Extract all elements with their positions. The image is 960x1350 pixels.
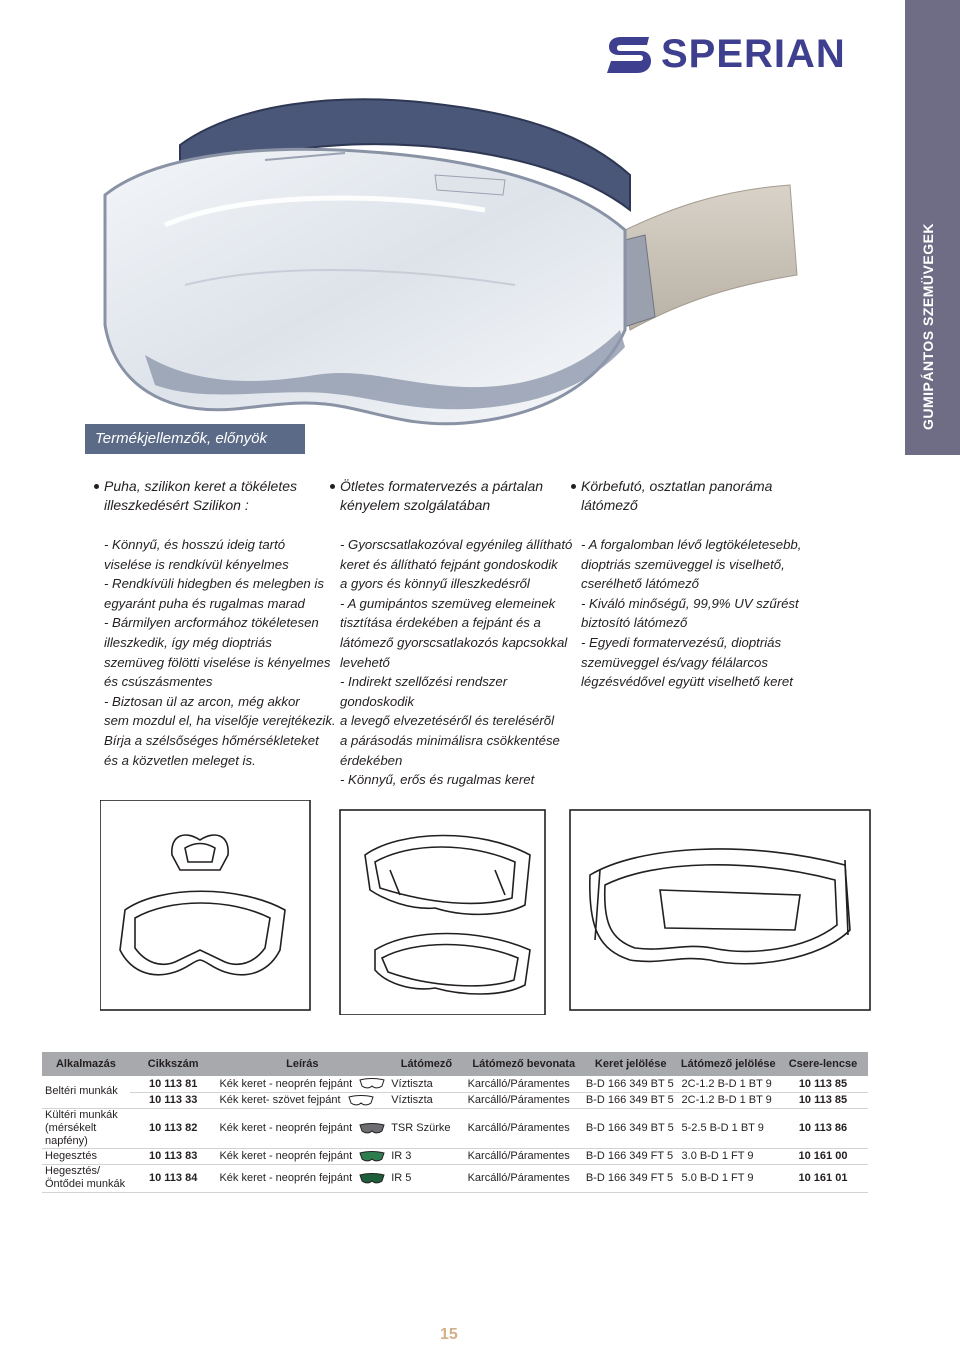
text-line: - Könnyű, erős és rugalmas keret <box>340 772 535 788</box>
cell-application: Hegesztés <box>42 1148 130 1164</box>
cell-frame-mark: B-D 166 349 BT 5 <box>583 1092 679 1108</box>
column-1-text <box>104 535 344 770</box>
text-line: illeszkedik, így még dioptriás <box>104 634 272 650</box>
text-line: cserélhető látómező <box>581 576 700 592</box>
column-3-heading-line-1: Körbefutó, osztatlan panoráma <box>581 478 773 494</box>
col-header: Alkalmazás <box>42 1052 130 1076</box>
cell-code: 10 113 81 <box>130 1076 217 1092</box>
col-header: Csere-lencse <box>778 1052 868 1076</box>
feature-banner: Termékjellemzők, előnyök <box>85 424 305 454</box>
column-1-heading <box>104 477 344 515</box>
cell-lens-mark: 3.0 B-D 1 FT 9 <box>679 1148 778 1164</box>
text-line: - A forgalomban lévő legtökéletesebb, <box>581 537 802 552</box>
description-text: Kék keret- szövet fejpánt <box>219 1094 341 1106</box>
spec-table <box>42 1052 868 1193</box>
cell-spare: 10 113 86 <box>778 1108 868 1148</box>
cell-coating: Karcálló/Páramentes <box>465 1092 583 1108</box>
text-line: egyaránt puha és rugalmas marad <box>104 595 305 611</box>
cell-spare: 10 161 00 <box>778 1148 868 1164</box>
cell-description <box>216 1164 388 1192</box>
text-line: és csúszásmentes <box>104 674 213 690</box>
text-line: - A gumipántos szemüveg elemeinek <box>340 595 556 611</box>
text-line: szemüveg fölötti viselése is kényelmes <box>104 654 331 670</box>
column-2-heading-line-2: kényelem szolgálatában <box>340 497 491 513</box>
technical-drawings <box>100 800 875 1015</box>
cell-lens-mark: 2C-1.2 B-D 1 BT 9 <box>679 1092 778 1108</box>
cell-coating: Karcálló/Páramentes <box>465 1108 583 1148</box>
cell-lens: TSR Szürke <box>388 1108 464 1148</box>
text-line: - Bármilyen arcformához tökéletesen <box>104 615 319 631</box>
drawing-frame-1 <box>100 800 310 1010</box>
description-text: Kék keret - neoprén fejpánt <box>219 1077 353 1090</box>
cell-frame-mark: B-D 166 349 BT 5 <box>583 1076 679 1092</box>
cell-frame-mark: B-D 166 349 FT 5 <box>583 1164 679 1192</box>
description-text: Kék keret - neoprén fejpánt <box>219 1172 353 1184</box>
cell-code: 10 113 84 <box>130 1164 217 1192</box>
text-line: a levegő elvezetéséről és terelésérõl <box>340 713 555 729</box>
page-number: 15 <box>440 1326 458 1343</box>
table-row <box>42 1164 868 1192</box>
cell-lens: IR 3 <box>388 1148 464 1164</box>
column-2-text <box>340 535 580 790</box>
column-2-heading-line-1: Ötletes formatervezés a pártalan <box>340 478 544 494</box>
sperian-s-icon <box>605 33 653 77</box>
column-2-heading <box>340 477 580 515</box>
cell-coating: Karcálló/Páramentes <box>465 1076 583 1092</box>
cell-lens: Víztiszta <box>388 1076 464 1092</box>
column-3-heading-line-2: látómező <box>581 497 638 513</box>
col-header: Látómező <box>388 1052 464 1076</box>
clear-lens-icon <box>348 1095 374 1106</box>
sperian-logo <box>605 32 885 77</box>
text-line: szemüveggel és/vagy félálarcos <box>581 654 768 670</box>
cell-description <box>216 1076 388 1092</box>
column-3-heading <box>581 477 821 515</box>
cell-lens: Víztiszta <box>388 1092 464 1108</box>
green-lens-icon <box>359 1151 385 1162</box>
text-line: tisztítása érdekében a fejpánt és a <box>340 615 541 631</box>
table-row <box>42 1108 868 1148</box>
text-line: - Biztosan ül az arcon, még akkor <box>104 693 300 709</box>
col-header: Leírás <box>216 1052 388 1076</box>
text-line: - Könnyű, és hosszú ideig tartó <box>104 537 286 552</box>
text-line: keret és állítható fejpánt gondoskodik <box>340 556 558 572</box>
cell-code: 10 113 82 <box>130 1108 217 1148</box>
cell-spare: 10 161 01 <box>778 1164 868 1192</box>
text-line: levehető <box>340 654 390 670</box>
text-line: sem mozdul el, ha viselője verejtékezik. <box>104 713 336 729</box>
text-line: Bírja a szélsőséges hőmérsékleteket <box>104 732 319 748</box>
cell-frame-mark: B-D 166 349 FT 5 <box>583 1148 679 1164</box>
side-tab-label: GUMIPÁNTOS SZEMÜVEGEK <box>920 222 936 430</box>
text-line: biztosító látómező <box>581 615 688 631</box>
cell-application: Kültéri munkák (mérsékelt napfény) <box>42 1108 130 1148</box>
text-line: látómező gyorscsatlakozós kapcsokkal <box>340 634 568 650</box>
text-line: a gyors és könnyű illeszkedésről <box>340 576 530 592</box>
text-line: viselése is rendkívül kényelmes <box>104 556 289 572</box>
description-text: Kék keret - neoprén fejpánt <box>219 1122 353 1134</box>
text-line: - Rendkívüli hidegben és melegben is <box>104 576 324 592</box>
cell-frame-mark: B-D 166 349 BT 5 <box>583 1108 679 1148</box>
col-header: Látómező jelölése <box>679 1052 778 1076</box>
text-line: dioptriás szemüveggel is viselhető, <box>581 556 785 572</box>
column-3-text <box>581 535 821 692</box>
brand-name: SPERIAN <box>661 32 846 76</box>
column-1-heading-line-2: illeszkedésért Szilikon : <box>104 497 249 513</box>
cell-spare: 10 113 85 <box>778 1076 868 1092</box>
cell-application: Beltéri munkák <box>42 1076 130 1108</box>
table-row <box>42 1148 868 1164</box>
text-line: - Egyedi formatervezésű, dioptriás <box>581 634 782 650</box>
cell-spare: 10 113 85 <box>778 1092 868 1108</box>
text-line: - Gyorscsatlakozóval egyénileg állítható <box>340 537 573 552</box>
description-text: Kék keret - neoprén fejpánt <box>219 1150 353 1162</box>
cell-description <box>216 1108 388 1148</box>
table-row <box>42 1076 868 1092</box>
cell-description <box>216 1148 388 1164</box>
clear-lens-icon <box>359 1078 385 1089</box>
cell-lens-mark: 5.0 B-D 1 FT 9 <box>679 1164 778 1192</box>
goggles-photo <box>85 85 805 450</box>
text-line: és a közvetlen meleget is. <box>104 752 256 768</box>
text-line: a párásodás minimálisra csökkentése <box>340 732 560 748</box>
text-line: légzésvédővel együtt viselhető keret <box>581 674 793 690</box>
drawing-frame-2 <box>340 810 545 1015</box>
col-header: Keret jelölése <box>583 1052 679 1076</box>
col-header: Látómező bevonata <box>465 1052 583 1076</box>
drawing-frame-3 <box>570 810 870 1010</box>
text-line: - Indirekt szellőzési rendszer gondoskodik <box>340 674 508 709</box>
cell-lens-mark: 2C-1.2 B-D 1 BT 9 <box>679 1076 778 1092</box>
grey-lens-icon <box>359 1123 385 1134</box>
table-header-row <box>42 1052 868 1076</box>
table-row <box>42 1092 868 1108</box>
cell-coating: Karcálló/Páramentes <box>465 1148 583 1164</box>
cell-lens-mark: 5-2.5 B-D 1 BT 9 <box>679 1108 778 1148</box>
green-lens-icon <box>359 1173 385 1184</box>
cell-coating: Karcálló/Páramentes <box>465 1164 583 1192</box>
cell-code: 10 113 33 <box>130 1092 217 1108</box>
cell-application: Hegesztés/ Öntődei munkák <box>42 1164 130 1192</box>
column-1-heading-line-1: Puha, szilikon keret a tökéletes <box>104 478 297 494</box>
cell-code: 10 113 83 <box>130 1148 217 1164</box>
text-line: - Kiváló minőségű, 99,9% UV szűrést <box>581 595 799 611</box>
col-header: Cikkszám <box>130 1052 217 1076</box>
cell-description <box>216 1092 388 1108</box>
cell-lens: IR 5 <box>388 1164 464 1192</box>
text-line: érdekében <box>340 752 403 768</box>
